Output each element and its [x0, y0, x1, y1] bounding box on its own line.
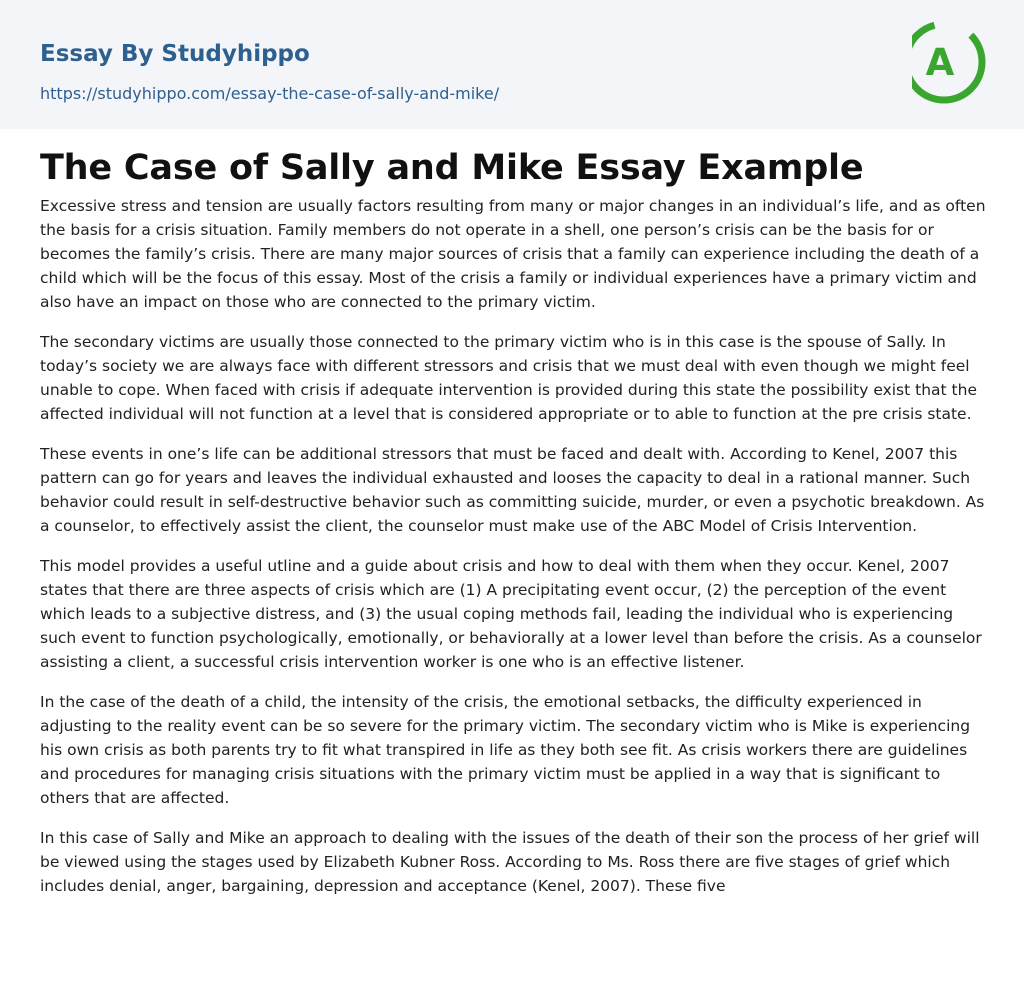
- essay-paragraph: The secondary victims are usually those connected to the primary victim who is in this case is the spouse of Sally. In today’s society we are always face with different stressors and crisis that we must deal with even though we might feel unable to cope. When faced with crisis if adequate intervention is provided during this state the possibility exist that the affected individual will not function at a level that is considered appropriate or to able to function at the pre crisis state.: [40, 333, 977, 423]
- essay-url-link[interactable]: https://studyhippo.com/essay-the-case-of-sally-and-mike/: [40, 84, 500, 103]
- essay-title: The Case of Sally and Mike Essay Example: [40, 148, 864, 188]
- essay-paragraph: This model provides a useful utline and a guide about crisis and how to deal with them when they occur. Kenel, 2007 states that there are three aspects of crisis which are (1) A precipitating event occur, (2) the perception of the event which leads to a subjective distress, and (3) the usual coping methods fail, leading the individual who is experiencing such event to function psychologically, emotionally, or behaviorally at a lower level than before the crisis. As a counselor assisting a client, a successful crisis intervention worker is one who is an effective listener.: [40, 557, 982, 671]
- site-header: [0, 0, 1024, 129]
- essay-body: [40, 194, 986, 914]
- logo-letter: A: [925, 41, 955, 84]
- site-title[interactable]: Essay By Studyhippo: [40, 41, 310, 67]
- studyhippo-logo-icon[interactable]: [912, 19, 986, 105]
- essay-paragraph: These events in one’s life can be additional stressors that must be faced and dealt with. According to Kenel, 2007 this pattern can go for years and leaves the individual exhausted and looses the capacity to deal in a rational manner. Such behavior could result in self-destructive behavior such as committing suicide, murder, or even a psychotic breakdown. As a counselor, to effectively assist the client, the counselor must make use of the ABC Model of Crisis Intervention.: [40, 445, 985, 535]
- essay-paragraph: Excessive stress and tension are usually factors resulting from many or major changes in an individual’s life, and as often the basis for a crisis situation. Family members do not operate in a shell, one person’s crisis can be the basis for or becomes the family’s crisis. There are many major sources of crisis that a family can experience including the death of a child which will be the focus of this essay. Most of the crisis a family or individual experiences have a primary victim and also have an impact on those who are connected to the primary victim.: [40, 197, 986, 311]
- essay-paragraph: In this case of Sally and Mike an approach to dealing with the issues of the death of their son the process of her grief will be viewed using the stages used by Elizabeth Kubner Ross. According to Ms. Ross there are five stages of grief which includes denial, anger, bargaining, depression and acceptance (Kenel, 2007). These five: [40, 829, 980, 895]
- essay-paragraph: In the case of the death of a child, the intensity of the crisis, the emotional setbacks, the difficulty experienced in adjusting to the reality event can be so severe for the primary victim. The secondary victim who is Mike is experiencing his own crisis as both parents try to fit what transpired in life as they both see fit. As crisis workers there are guidelines and procedures for managing crisis situations with the primary victim must be applied in a way that is significant to others that are affected.: [40, 693, 971, 807]
